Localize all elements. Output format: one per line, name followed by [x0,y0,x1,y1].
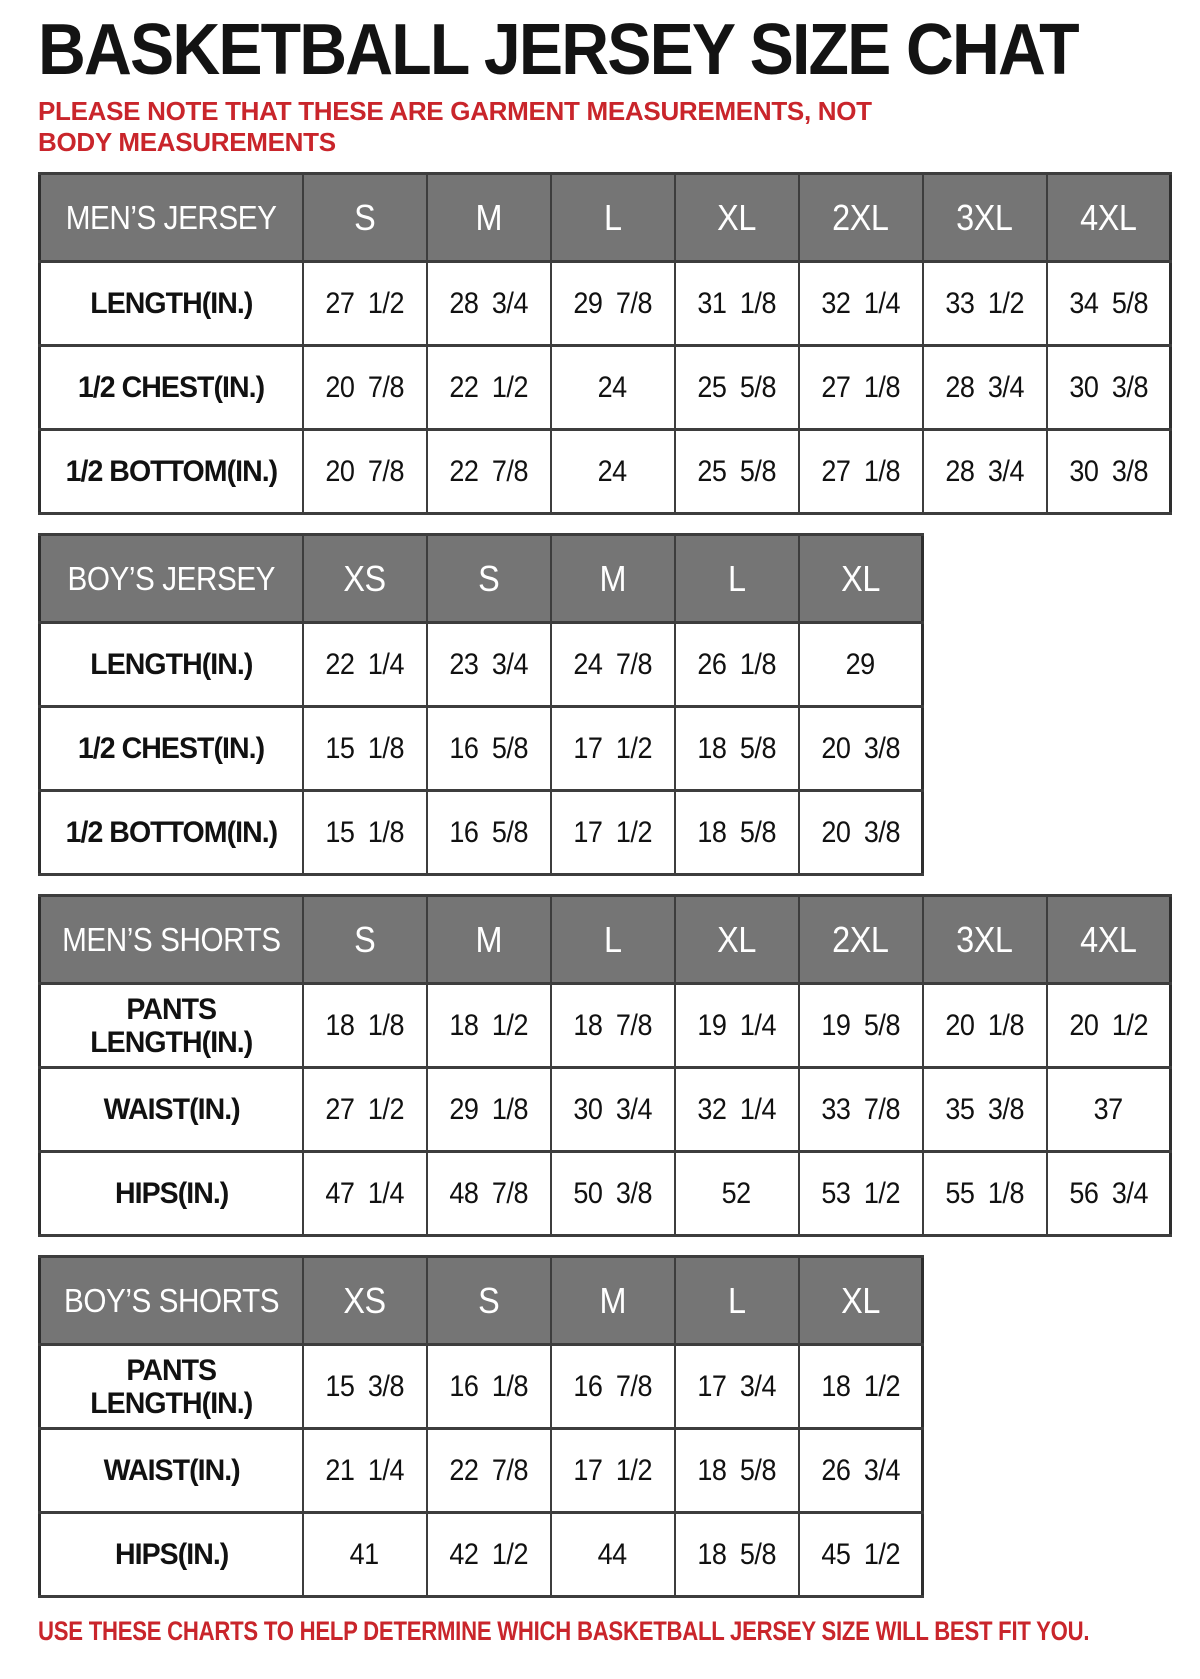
measurement-row [40,1429,923,1513]
measurement-value: 52 [721,1176,752,1210]
measurement-value: 31 1/8 [697,286,776,320]
measurement-value: 29 1/8 [449,1092,528,1126]
measurement-value: 18 1/2 [449,1008,528,1042]
measurement-row [40,262,1171,346]
measurement-value-cell [675,707,799,791]
measurement-value: 18 1/2 [820,1369,900,1403]
measurement-label: 1/2 BOTTOM(IN.) [65,816,278,850]
size-label: M [599,1279,626,1321]
measurement-value-cell [675,791,799,875]
size-label: L [727,1279,746,1321]
garment-measurements-note: PLEASE NOTE THAT THESE ARE GARMENT MEASUREMENTS, NOT BODY MEASUREMENTS [38,96,872,158]
measurement-value: 33 7/8 [821,1092,900,1126]
size-header-cell [799,174,923,262]
measurement-value: 16 1/8 [449,1369,528,1403]
size-header-cell [675,1257,799,1345]
measurement-label-cell [40,1068,303,1152]
size-label: M [475,196,502,238]
measurement-value-cell [675,623,799,707]
measurement-value: 45 1/2 [820,1537,900,1571]
measurement-value: 18 7/8 [573,1008,652,1042]
measurement-value: 24 [597,370,628,404]
measurement-value-cell [303,1345,427,1429]
size-header-cell [1047,896,1171,984]
measurement-value-cell [799,707,923,791]
measurement-value-cell [1047,984,1171,1068]
measurement-value: 22 1/2 [449,370,528,404]
measurement-value: 34 5/8 [1068,286,1148,320]
measurement-value-cell [799,984,923,1068]
measurement-value: 28 3/4 [449,286,528,320]
measurement-value-cell [551,1152,675,1236]
measurement-value-cell [799,262,923,346]
size-label: XL [840,1279,880,1321]
measurement-label: HIPS(IN.) [114,1538,228,1572]
measurement-value: 18 5/8 [697,815,776,849]
table-title-cell [40,896,303,984]
size-label: 2XL [832,196,889,238]
measurement-value: 15 1/8 [325,815,404,849]
measurement-label-cell [40,984,303,1068]
measurement-value: 19 1/4 [697,1008,776,1042]
measurement-value: 18 5/8 [697,1453,776,1487]
size-header-cell [799,535,923,623]
measurement-value-cell [1047,1068,1171,1152]
measurement-value-cell [303,984,427,1068]
size-header-cell [303,174,427,262]
measurement-value-cell [799,1068,923,1152]
measurement-value: 26 3/4 [820,1453,900,1487]
size-label: 2XL [832,918,889,960]
table-title: MEN’S SHORTS [61,920,281,958]
header-row [40,1257,923,1345]
measurement-value: 19 5/8 [821,1008,900,1042]
measurement-row [40,1513,923,1597]
measurement-value-cell [923,262,1047,346]
measurement-value-cell [675,430,799,514]
size-label: M [475,918,502,960]
measurement-value-cell [675,1345,799,1429]
measurement-value: 55 1/8 [945,1176,1024,1210]
measurement-label: LENGTH(IN.) [90,648,253,682]
size-header-cell [799,896,923,984]
measurement-value: 16 5/8 [449,815,528,849]
measurement-value-cell [551,430,675,514]
measurement-value-cell [799,1429,923,1513]
size-header-cell [675,174,799,262]
measurement-value: 25 5/8 [697,370,776,404]
measurement-row [40,623,923,707]
measurement-value-cell [303,430,427,514]
size-header-cell [799,1257,923,1345]
size-label: L [603,196,622,238]
measurement-value-cell [427,623,551,707]
measurement-value: 20 7/8 [325,370,404,404]
measurement-value-cell [675,1513,799,1597]
page-title: BASKETBALL JERSEY SIZE CHAT [38,10,1078,90]
size-table-mens-jersey [38,172,1172,515]
measurement-value: 29 [845,647,875,681]
size-header-cell [551,174,675,262]
measurement-value: 23 3/4 [449,647,528,681]
measurement-label-cell [40,1513,303,1597]
size-header-cell [551,535,675,623]
size-label: XL [717,918,756,960]
header-row [40,174,1171,262]
measurement-label-cell [40,1152,303,1236]
size-header-cell [551,1257,675,1345]
measurement-value-cell [551,791,675,875]
measurement-value-cell [551,346,675,430]
measurement-label: WAIST(IN.) [103,1454,240,1488]
measurement-value-cell [427,1152,551,1236]
measurement-label: WAIST(IN.) [103,1093,240,1127]
size-header-cell [303,896,427,984]
measurement-value: 25 5/8 [697,454,776,488]
measurement-value: 17 1/2 [573,731,652,765]
measurement-label-cell [40,262,303,346]
size-header-cell [551,896,675,984]
measurement-value: 24 7/8 [573,647,652,681]
measurement-value-cell [1047,430,1171,514]
size-label: XL [840,557,880,599]
measurement-value: 27 1/2 [325,286,404,320]
measurement-value-cell [799,1152,923,1236]
measurement-value: 20 3/8 [820,815,900,849]
measurement-value-cell [799,1513,923,1597]
measurement-label: PANTS LENGTH(IN.) [90,992,253,1059]
measurement-row [40,430,1171,514]
measurement-value: 28 3/4 [945,370,1024,404]
measurement-row [40,791,923,875]
measurement-value-cell [551,984,675,1068]
size-label: 3XL [956,918,1013,960]
measurement-value-cell [551,1068,675,1152]
size-header-cell [303,535,427,623]
size-table-mens-shorts [38,894,1172,1237]
measurement-value: 26 1/8 [697,647,776,681]
measurement-value: 56 3/4 [1068,1176,1148,1210]
measurement-value-cell [303,791,427,875]
size-label: 3XL [956,196,1013,238]
measurement-value-cell [427,791,551,875]
measurement-label-cell [40,707,303,791]
size-label: 4XL [1080,196,1137,238]
measurement-value: 48 7/8 [449,1176,528,1210]
footer-note: USE THESE CHARTS TO HELP DETERMINE WHICH BASKETBALL JERSEY SIZE WILL BEST FIT YOU. [38,1616,1090,1647]
header-row [40,896,1171,984]
size-header-cell [675,535,799,623]
size-header-cell [427,1257,551,1345]
measurement-value-cell [303,623,427,707]
measurement-label: 1/2 CHEST(IN.) [78,732,265,766]
measurement-value: 16 5/8 [449,731,528,765]
measurement-value: 53 1/2 [821,1176,900,1210]
size-header-cell [675,896,799,984]
measurement-value: 27 1/8 [821,370,900,404]
size-header-cell [923,174,1047,262]
measurement-label-cell [40,346,303,430]
measurement-value: 20 3/8 [820,731,900,765]
measurement-value-cell [799,346,923,430]
table-title-cell [40,174,303,262]
measurement-value-cell [675,1152,799,1236]
table-title: BOY’S SHORTS [63,1281,279,1319]
measurement-value: 15 3/8 [325,1369,404,1403]
size-table-boys-jersey [38,533,924,876]
measurement-label-cell [40,1429,303,1513]
measurement-value: 22 1/4 [325,647,404,681]
size-header-cell [427,174,551,262]
measurement-value-cell [799,623,923,707]
measurement-value-cell [675,262,799,346]
measurement-row [40,346,1171,430]
measurement-value-cell [923,346,1047,430]
measurement-value: 30 3/8 [1068,370,1148,404]
measurement-value: 28 3/4 [945,454,1024,488]
measurement-value-cell [923,430,1047,514]
measurement-value-cell [427,1068,551,1152]
measurement-value: 22 7/8 [449,454,528,488]
measurement-value-cell [551,623,675,707]
measurement-row [40,984,1171,1068]
size-header-cell [923,896,1047,984]
measurement-value-cell [923,984,1047,1068]
measurement-value-cell [551,1513,675,1597]
measurement-label: 1/2 CHEST(IN.) [78,371,265,405]
size-header-cell [303,1257,427,1345]
measurement-value-cell [923,1152,1047,1236]
measurement-value-cell [427,707,551,791]
measurement-value: 24 [597,454,628,488]
measurement-label-cell [40,430,303,514]
measurement-value: 30 3/4 [573,1092,652,1126]
size-tables-container [38,172,1200,1598]
measurement-value: 29 7/8 [573,286,652,320]
size-header-cell [427,896,551,984]
measurement-value: 18 5/8 [697,731,776,765]
measurement-value: 17 1/2 [573,1453,652,1487]
measurement-value-cell [675,346,799,430]
measurement-value-cell [551,1345,675,1429]
measurement-value: 27 1/8 [821,454,900,488]
measurement-label-cell [40,623,303,707]
measurement-value-cell [675,984,799,1068]
measurement-value-cell [923,1068,1047,1152]
measurement-value: 30 3/8 [1068,454,1148,488]
measurement-value-cell [799,430,923,514]
measurement-value-cell [1047,1152,1171,1236]
measurement-label: LENGTH(IN.) [90,287,253,321]
measurement-value-cell [427,1345,551,1429]
table-title: MEN’S JERSEY [65,198,277,236]
measurement-value-cell [427,984,551,1068]
measurement-value: 50 3/8 [573,1176,652,1210]
measurement-value-cell [427,1429,551,1513]
measurement-row [40,1152,1171,1236]
measurement-value: 47 1/4 [325,1176,404,1210]
size-label: S [353,918,376,960]
size-header-cell [1047,174,1171,262]
size-label: 4XL [1080,918,1137,960]
measurement-label: PANTS LENGTH(IN.) [90,1353,253,1420]
measurement-value: 20 1/2 [1068,1008,1148,1042]
measurement-value-cell [675,1429,799,1513]
size-label: XS [343,557,386,599]
measurement-label-cell [40,791,303,875]
size-label: L [603,918,622,960]
measurement-value: 44 [597,1537,628,1571]
measurement-value-cell [303,262,427,346]
size-label: S [353,196,376,238]
size-label: M [599,557,626,599]
measurement-value-cell [551,262,675,346]
size-label: XS [343,1279,386,1321]
measurement-value: 15 1/8 [325,731,404,765]
measurement-value: 27 1/2 [325,1092,404,1126]
measurement-value-cell [303,346,427,430]
header-row [40,535,923,623]
size-header-cell [427,535,551,623]
measurement-value-cell [675,1068,799,1152]
measurement-value: 17 1/2 [573,815,652,849]
measurement-value: 21 1/4 [325,1453,404,1487]
size-table-boys-shorts [38,1255,924,1598]
measurement-value: 17 3/4 [697,1369,776,1403]
measurement-value-cell [303,1068,427,1152]
measurement-value: 35 3/8 [945,1092,1024,1126]
measurement-value-cell [303,1152,427,1236]
measurement-value: 41 [349,1537,380,1571]
measurement-row [40,1068,1171,1152]
measurement-value: 42 1/2 [449,1537,528,1571]
measurement-value-cell [303,707,427,791]
measurement-value-cell [427,430,551,514]
measurement-value-cell [427,262,551,346]
measurement-value: 37 [1093,1092,1123,1126]
size-label: L [727,557,746,599]
measurement-row [40,707,923,791]
measurement-value-cell [427,1513,551,1597]
measurement-value-cell [551,1429,675,1513]
measurement-value-cell [799,791,923,875]
measurement-value: 20 7/8 [325,454,404,488]
table-title-cell [40,535,303,623]
measurement-value: 16 7/8 [573,1369,652,1403]
measurement-value: 18 5/8 [697,1537,776,1571]
measurement-label: HIPS(IN.) [114,1177,228,1211]
measurement-value-cell [427,346,551,430]
measurement-value-cell [551,707,675,791]
measurement-label-cell [40,1345,303,1429]
measurement-value: 32 1/4 [697,1092,776,1126]
measurement-row [40,1345,923,1429]
table-title-cell [40,1257,303,1345]
measurement-value: 33 1/2 [945,286,1024,320]
measurement-value: 32 1/4 [821,286,900,320]
measurement-value-cell [1047,262,1171,346]
size-label: XL [717,196,756,238]
size-label: S [477,1279,500,1321]
measurement-value-cell [1047,346,1171,430]
measurement-value: 22 7/8 [449,1453,528,1487]
measurement-value-cell [303,1429,427,1513]
size-label: S [477,557,500,599]
measurement-value: 20 1/8 [945,1008,1024,1042]
measurement-value-cell [799,1345,923,1429]
measurement-value: 18 1/8 [325,1008,404,1042]
measurement-label: 1/2 BOTTOM(IN.) [65,455,278,489]
measurement-value-cell [303,1513,427,1597]
table-title: BOY’S JERSEY [67,559,276,597]
